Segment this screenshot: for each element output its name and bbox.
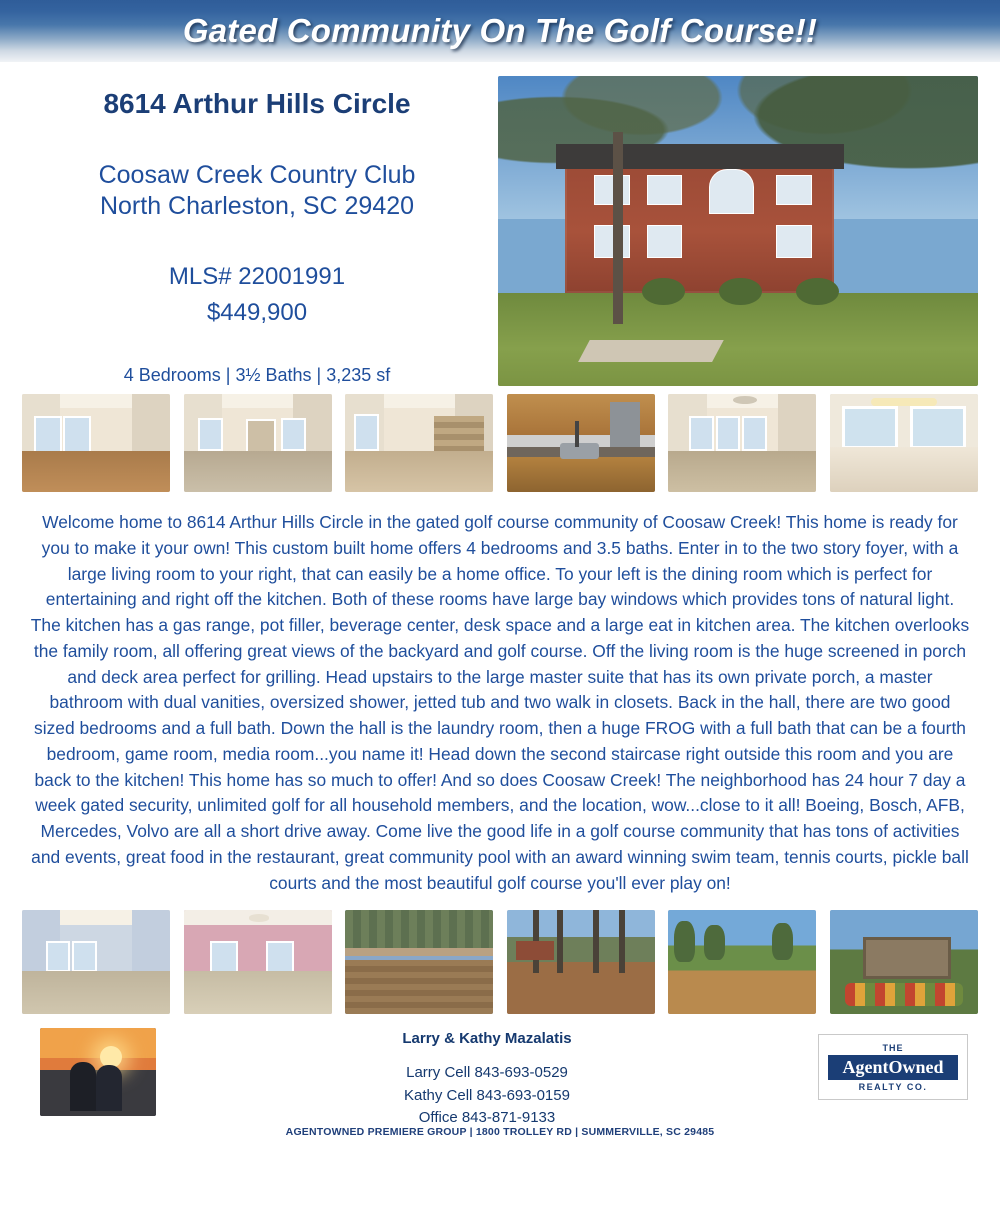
agent-phone-larry[interactable]: Larry Cell 843-693-0529: [406, 1064, 568, 1082]
logo-sub-text: REALTY CO.: [858, 1081, 928, 1092]
logo-brand-text: AgentOwned: [828, 1055, 957, 1080]
thumbnail-family-room: [184, 394, 332, 492]
community-name: Coosaw Creek Country Club: [98, 161, 416, 189]
listing-header: [0, 62, 1000, 386]
community-block: [22, 160, 492, 223]
property-description: Welcome home to 8614 Arthur Hills Circle in the gated golf course community of Coosaw Creek! This home is ready for you to make it your own! This custom built home offers 4 bedrooms and 3.5 baths. Enter in to the two story foyer, with a large living room to your right, that can easily be a home office. To your left is the dining room which is perfect for entertaining and right off the kitchen. Both of these rooms have large bay windows which provides tons of natural light. The kitchen has a gas range, pot filler, beverage center, desk space and a large eat in kitchen area. The kitchen overlooks the family room, all offering great views of the backyard and golf course. Off the living room is the huge screened in porch and deck area perfect for grilling. Head upstairs to the large master suite that has its own private porch, a master bathroom with dual vanities, oversized shower, jetted tub and two walk in closets. Back in the hall, there are two good sized bedrooms and a full bath. Down the hall is the laundry room, then a huge FROG with a full bath that can be a fourth bedroom, game room, media room...you name it! Head down the second staircase right outside this room and you are back to the kitchen! This home has so much to offer! And so does Coosaw Creek! The neighborhood has 24 hour 7 day a week gated security, unlimited golf for all household members, and the location, wow...close to it all! Boeing, Bosch, AFB, Mercedes, Volvo are all a short drive away. Come live the good life in a golf course community that has tons of activities and events, great food in the restaurant, great community pool with an award winning swim team, tennis courts, pickle ball courts and the most beautiful golf course you'll ever play on!: [30, 512, 970, 893]
thumbnail-kitchen: [507, 394, 655, 492]
thumbnail-golf-course-view: [668, 910, 816, 1014]
city-state-zip: North Charleston, SC 29420: [99, 192, 415, 221]
mls-number: MLS# 22001991: [168, 262, 346, 290]
thumbnail-master-bathroom: [830, 394, 978, 492]
logo-the-text: THE: [882, 1042, 904, 1053]
thumbnail-backyard: [507, 910, 655, 1014]
agent-phone-office[interactable]: Office 843-871-9133: [418, 1108, 556, 1126]
agent-contact: [156, 1030, 818, 1128]
hero-photo: [498, 76, 978, 386]
listing-info: [22, 76, 492, 386]
office-disclaimer: AGENTOWNED PREMIERE GROUP | 1800 TROLLEY RD | SUMMERVILLE, SC 29485: [285, 1126, 715, 1139]
listing-price: $449,900: [206, 298, 308, 326]
thumbnail-foyer-staircase: [345, 394, 493, 492]
photo-strip-bottom: [0, 896, 1000, 1014]
listing-specs: 4 Bedrooms | 3½ Baths | 3,235 sf: [123, 364, 391, 385]
agent-phone-list: [156, 1063, 818, 1128]
avatar: [40, 1028, 156, 1116]
photo-strip-top: [0, 386, 1000, 492]
agent-phone-kathy[interactable]: Kathy Cell 843-693-0159: [404, 1086, 570, 1104]
banner-title: Gated Community On The Golf Course!!: [182, 12, 818, 49]
page-title: 8614 Arthur Hills Circle: [103, 88, 411, 119]
brokerage-logo: [818, 1034, 968, 1100]
agent-name: Larry & Kathy Mazalatis: [402, 1030, 572, 1048]
agent-footer: [0, 1014, 1000, 1124]
thumbnail-frog-bonus-room: [22, 910, 170, 1014]
hero-photo-art: [498, 76, 978, 386]
thumbnail-community-entrance-sign: [830, 910, 978, 1014]
thumbnail-living-room: [22, 394, 170, 492]
thumbnail-screened-porch-deck: [345, 910, 493, 1014]
thumbnail-pink-bedroom: [184, 910, 332, 1014]
thumbnail-dining-room: [668, 394, 816, 492]
headline-banner: [0, 0, 1000, 62]
